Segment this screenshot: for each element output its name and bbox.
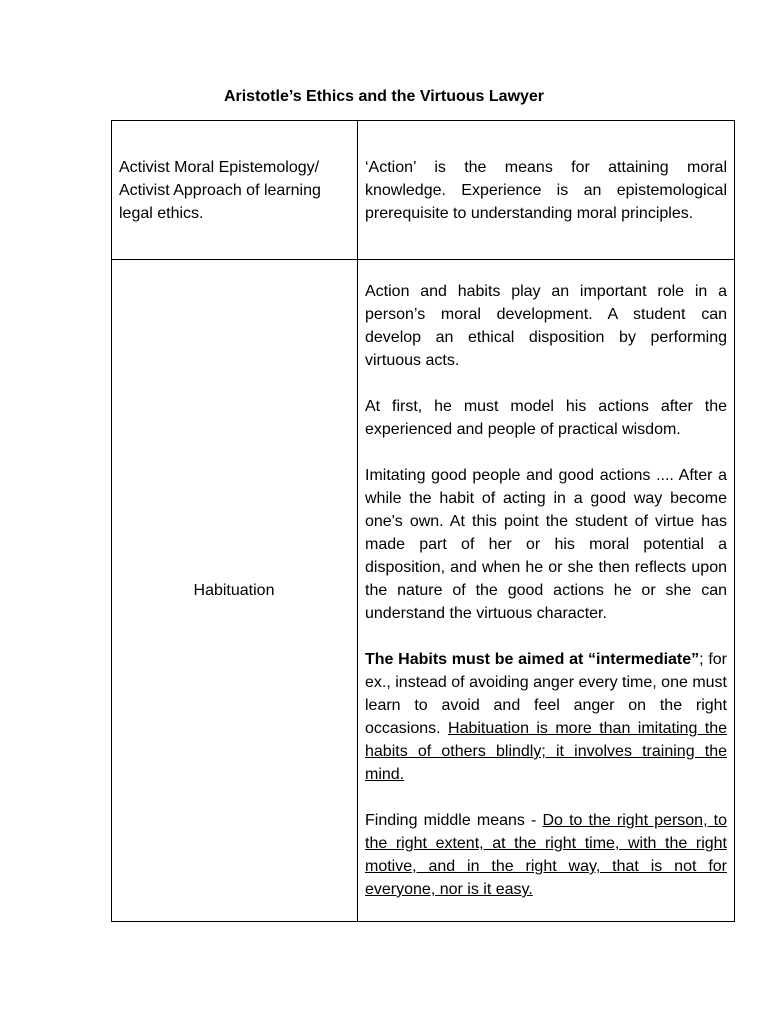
- description-cell: [358, 260, 735, 922]
- table-row: [112, 121, 735, 260]
- term-cell: [112, 260, 358, 922]
- intermediate-rest: ; for ex., instead of avoiding anger every time, one must learn to avoid and feel anger on the right occasions.: [365, 651, 728, 737]
- table-row: [112, 260, 735, 922]
- ethics-table: [111, 120, 735, 922]
- middle-means-paragraph: [365, 809, 727, 901]
- description-text: ‘Action’ is the means for attaining moral knowledge. Experience is an epistemological prerequisite to understanding moral principles.: [365, 158, 727, 222]
- intermediate-underlined: Habituation is more than imitating the habits of others blindly; it involves training the mind.: [365, 720, 727, 783]
- document-title: [0, 87, 768, 107]
- term-text: Activist Moral Epistemology/ Activist Approach of learning legal ethics.: [119, 158, 321, 222]
- description-paragraph: Imitating good people and good actions .... After a while the habit of acting in a good way become one's own. At this point the student of virtue has made part of her or his moral potential a disposition, and when he or she then reflects upon the nature of the good actions he or she can understand the virtuous character.: [365, 467, 727, 622]
- middle-means-underlined: Do to the right person, to the right extent, at the right time, with the right motive, and in the right way, that is not for everyone, nor is it easy.: [365, 812, 727, 898]
- middle-means-lead: Finding middle means -: [365, 812, 543, 829]
- description-paragraph: At first, he must model his actions after the experienced and people of practical wisdom.: [365, 398, 727, 438]
- intermediate-bold-lead: The Habits must be aimed at “intermediate”: [365, 651, 700, 668]
- intermediate-paragraph: [365, 648, 727, 786]
- document-title-text: Aristotle’s Ethics and the Virtuous Lawyer: [223, 88, 545, 105]
- term-cell: [112, 121, 358, 260]
- term-text: Habituation: [193, 582, 275, 599]
- description-cell: [358, 121, 735, 260]
- description-paragraph: Action and habits play an important role in a person’s moral development. A student can develop an ethical disposition by performing virtuous acts.: [365, 283, 727, 369]
